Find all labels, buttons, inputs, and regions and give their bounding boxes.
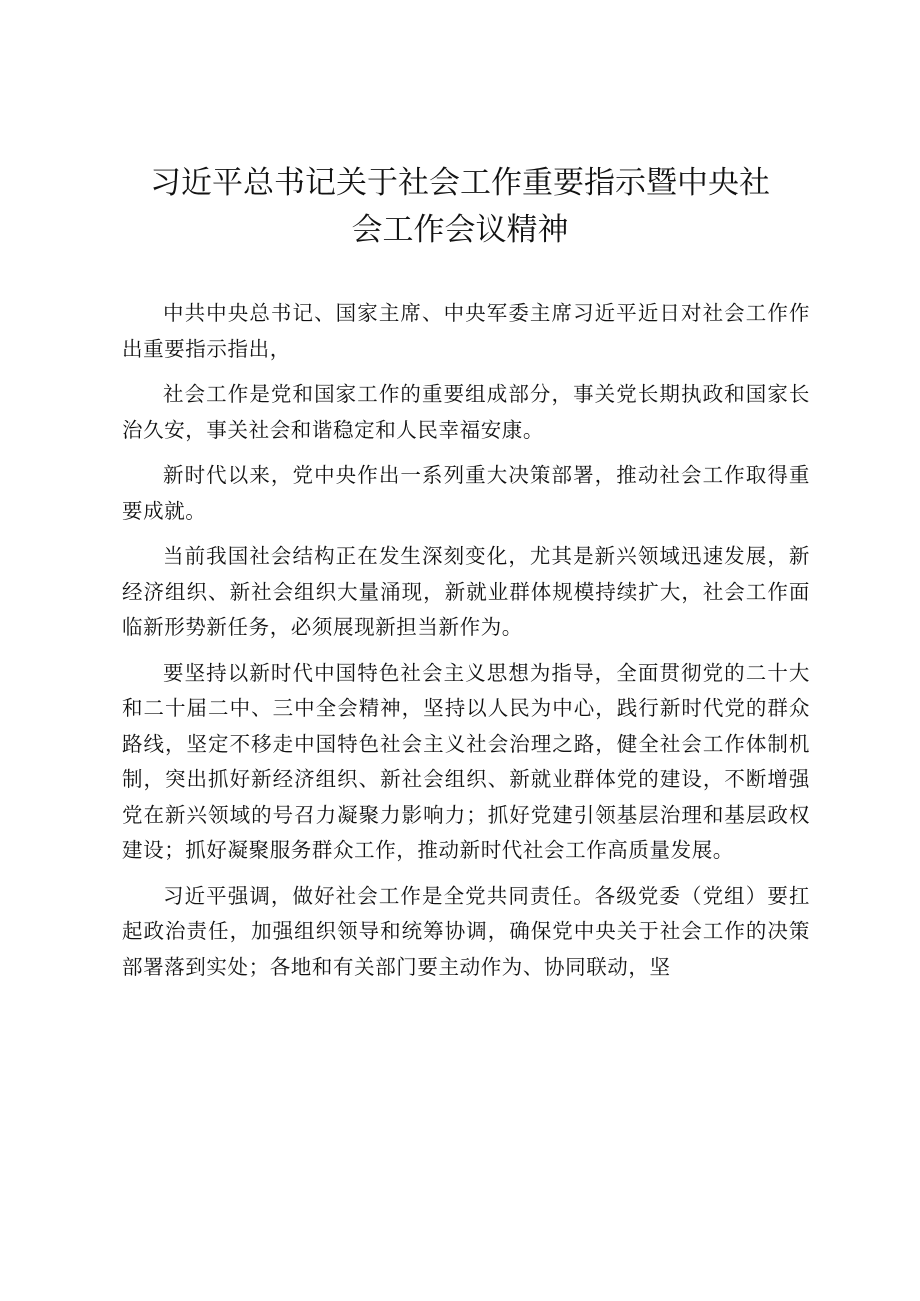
document-title [100, 160, 820, 254]
title-line-1: 习近平总书记关于社会工作重要指示暨中央社 [150, 165, 770, 201]
paragraph-1: 中共中央总书记、国家主席、中央军委主席习近平近日对社会工作作出重要指示指出， [122, 301, 810, 361]
paragraph-5: 要坚持以新时代中国特色社会主义思想为指导，全面贯彻党的二十大和二十届二中、三中全会精神，坚持以人民为中心，践行新时代党的群众路线，坚定不移走中国特色社会主义社会治理之路，健全社会工作体制机制，突出抓好新经济组织、新社会组织、新就业群体党的建设，不断增强党在新兴领域的号召力凝聚力影响力；抓好党建引领基层治理和基层政权建设；抓好凝聚服务群众工作，推动新时代社会工作高质量发展。 [122, 660, 810, 862]
paragraph-2: 社会工作是党和国家工作的重要组成部分，事关党长期执政和国家长治久安，事关社会和谐稳定和人民幸福安康。 [122, 382, 810, 442]
document-body [122, 296, 810, 995]
paragraph-6: 习近平强调，做好社会工作是全党共同责任。各级党委（党组）要扛起政治责任，加强组织领导和统筹协调，确保党中央关于社会工作的决策部署落到实处；各地和有关部门要主动作为、协同联动，坚 [122, 883, 810, 979]
paragraph-4: 当前我国社会结构正在发生深刻变化，尤其是新兴领域迅速发展，新经济组织、新社会组织大量涌现，新就业群体规模持续扩大，社会工作面临新形势新任务，必须展现新担当新作为。 [122, 544, 810, 639]
paragraph-3: 新时代以来，党中央作出一系列重大决策部署，推动社会工作取得重要成就。 [122, 463, 810, 523]
title-line-2: 会工作会议精神 [351, 212, 569, 248]
